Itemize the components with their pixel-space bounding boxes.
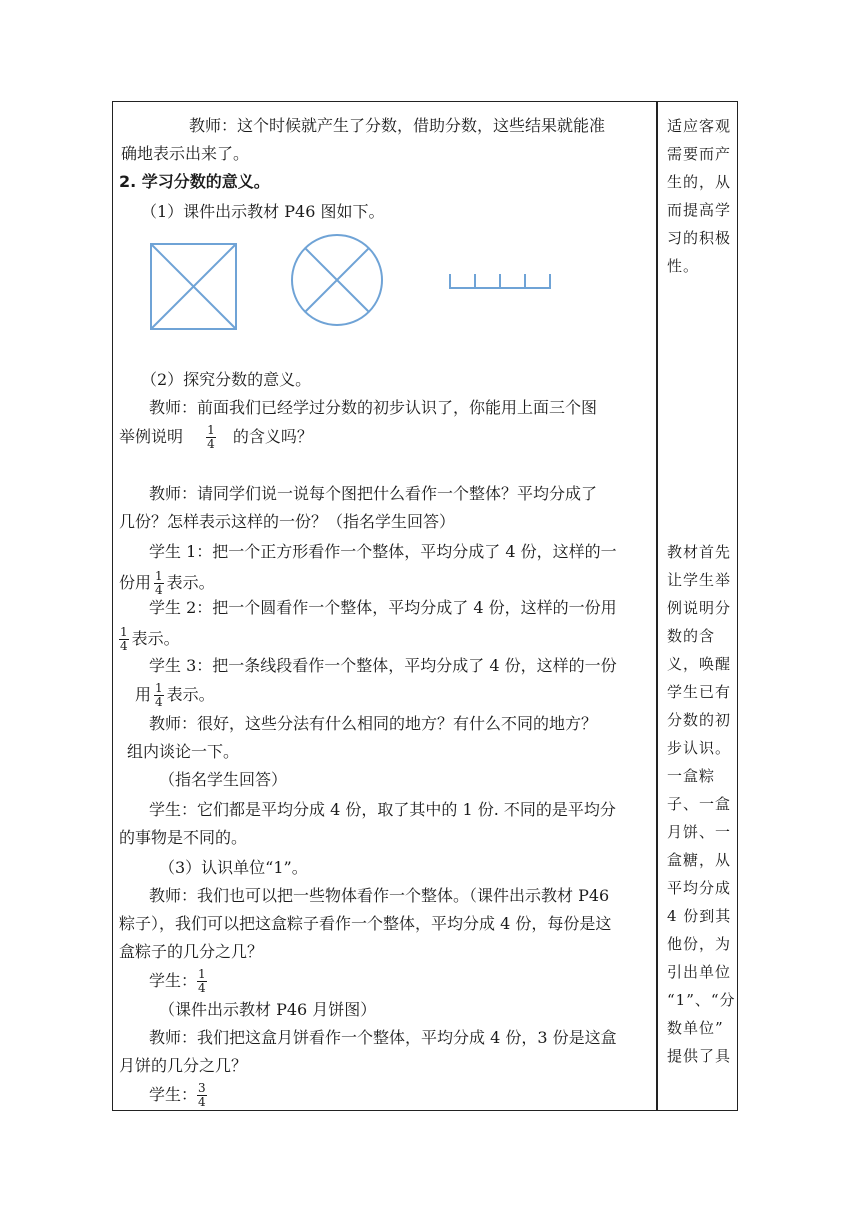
side-note-line: 学生已有	[667, 683, 732, 701]
side-note-line: 性。	[667, 257, 700, 275]
side-note-line: 生的，从	[667, 173, 732, 191]
fraction-one-quarter	[154, 570, 164, 597]
text-line: （指名学生回答）	[159, 770, 288, 789]
text-line: 教师：很好，这些分法有什么相同的地方？有什么不同的地方？	[149, 714, 598, 733]
side-note-line: 需要而产	[667, 145, 732, 163]
side-note-line: 习的积极	[667, 229, 732, 247]
fraction-one-quarter	[206, 424, 216, 451]
side-note-line: 一盒粽	[667, 767, 716, 785]
text-line: 几份？怎样表示这样的一份？（指名学生回答）	[119, 512, 456, 531]
text-span: 表示。	[131, 629, 180, 648]
circle-figure	[289, 232, 385, 328]
fraction-denominator: 4	[207, 437, 215, 451]
side-note-line: “1”、“分	[667, 991, 736, 1009]
side-note-line: 他份，为	[667, 935, 732, 953]
fraction-numerator: 1	[207, 423, 215, 437]
text-line: 学生 3：把一条线段看作一个整体，平均分成了 4 份，这样的一份	[149, 656, 617, 675]
side-note-line: 盒糖，从	[667, 851, 732, 869]
text-line	[119, 570, 215, 597]
fraction-one-quarter	[197, 968, 207, 995]
text-line: （1）课件出示教材 P46 图如下。	[141, 202, 385, 221]
fraction-numerator: 1	[120, 625, 128, 639]
side-note-line: 例说明分	[667, 599, 732, 617]
text-line	[135, 682, 215, 709]
text-line: 确地表示出来了。	[121, 144, 250, 163]
main-column	[113, 102, 656, 1110]
fraction-one-quarter	[154, 682, 164, 709]
side-note-line: 义，唤醒	[667, 655, 732, 673]
text-line: 月饼的几分之几？	[119, 1056, 248, 1075]
text-span: 用	[135, 685, 152, 704]
text-line	[149, 968, 210, 995]
text-line: （课件出示教材 P46 月饼图）	[159, 1000, 377, 1019]
text-line	[119, 626, 180, 653]
text-line: 教师：请同学们说一说每个图把什么看作一个整体？平均分成了	[149, 484, 598, 503]
side-note-line: 教材首先	[667, 543, 732, 561]
text-span: 学生：	[149, 971, 198, 990]
side-note-line: 引出单位	[667, 963, 732, 981]
fraction-numerator: 3	[198, 1081, 206, 1095]
side-note-line: 而提高学	[667, 201, 732, 219]
fraction-denominator: 4	[155, 695, 163, 709]
side-note-line: 步认识。	[667, 739, 732, 757]
fraction-denominator: 4	[155, 583, 163, 597]
section-heading: 2. 学习分数的意义。	[119, 172, 270, 191]
side-note-line: 4 份到其	[667, 907, 732, 925]
text-line: 学生 1：把一个正方形看作一个整体，平均分成了 4 份，这样的一	[149, 542, 617, 561]
side-note-line: 数单位”	[667, 1019, 724, 1037]
fraction-denominator: 4	[198, 1095, 206, 1109]
side-note-line: 提供了具	[667, 1047, 732, 1065]
fraction-numerator: 1	[155, 681, 163, 695]
fraction-denominator: 4	[198, 981, 206, 995]
text-span: 份用	[119, 573, 152, 592]
text-line: 教师：前面我们已经学过分数的初步认识了，你能用上面三个图	[149, 398, 598, 417]
text-line: 学生：它们都是平均分成 4 份，取了其中的 1 份. 不同的是平均分	[149, 800, 616, 819]
text-line: （3）认识单位“1”。	[159, 858, 308, 877]
side-note-line: 月饼、一	[667, 823, 732, 841]
square-figure	[149, 242, 239, 332]
fraction-denominator: 4	[120, 639, 128, 653]
fraction-numerator: 1	[198, 967, 206, 981]
fraction-three-quarters	[197, 1082, 207, 1109]
side-note-line: 适应客观	[667, 117, 732, 135]
text-span: 表示。	[166, 685, 215, 704]
text-line	[119, 424, 313, 451]
text-line: 粽子），我们可以把这盒粽子看作一个整体，平均分成 4 份，每份是这	[119, 914, 612, 933]
text-line: 教师：我们把这盒月饼看作一个整体，平均分成 4 份，3 份是这盒	[149, 1028, 617, 1047]
side-note-line: 分数的初	[667, 711, 732, 729]
text-line: 学生 2：把一个圆看作一个整体，平均分成了 4 份，这样的一份用	[149, 598, 617, 617]
text-line: 教师：我们也可以把一些物体看作一个整体。（课件出示教材 P46	[149, 886, 610, 905]
text-line: 盒粽子的几分之几？	[119, 942, 264, 961]
text-line: （2）探究分数的意义。	[141, 370, 312, 389]
fraction-numerator: 1	[155, 569, 163, 583]
side-notes-column	[658, 102, 738, 1110]
text-span: 的含义吗？	[232, 427, 313, 446]
text-line	[149, 1082, 210, 1109]
segment-figure	[445, 270, 555, 292]
text-line: 教师：这个时候就产生了分数，借助分数，这些结果就能准	[189, 116, 606, 135]
text-span: 表示。	[166, 573, 215, 592]
lesson-table	[112, 101, 738, 1111]
text-line: 的事物是不同的。	[119, 828, 248, 847]
text-span: 举例说明	[119, 427, 184, 446]
side-note-line: 平均分成	[667, 879, 732, 897]
text-span: 学生：	[149, 1085, 198, 1104]
side-note-line: 让学生举	[667, 571, 732, 589]
side-note-line: 子、一盒	[667, 795, 732, 813]
text-line: 组内谈论一下。	[127, 742, 240, 761]
side-note-line: 数的含	[667, 627, 716, 645]
fraction-one-quarter	[119, 626, 129, 653]
